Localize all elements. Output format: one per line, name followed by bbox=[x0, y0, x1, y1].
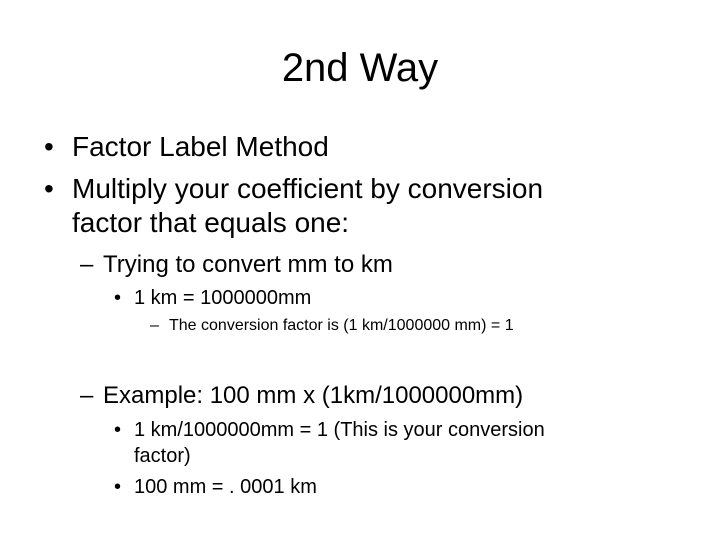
sub-sub-bullet-text: 1 km = 1000000mm bbox=[134, 287, 312, 309]
sub-bullet-text: Example: 100 mm x (1km/1000000mm) bbox=[103, 382, 524, 409]
bullet-factor-label-method bbox=[44, 131, 329, 163]
sub-sub-bullet-ratio-continued: factor) bbox=[134, 445, 191, 467]
bullet-text: Multiply your coefficient by conversion bbox=[72, 173, 544, 204]
sub-bullet-trying-to-convert bbox=[80, 251, 393, 279]
bullet-marker: • bbox=[114, 287, 122, 309]
sub-bullet-text: Trying to convert mm to km bbox=[103, 251, 393, 278]
sub-sub-bullet-text: 100 mm = . 0001 km bbox=[134, 476, 317, 498]
bullet-marker: • bbox=[44, 131, 54, 162]
sub-sub-bullet-km-equals bbox=[114, 286, 311, 310]
bullet-marker: • bbox=[114, 419, 122, 441]
bullet-multiply bbox=[44, 173, 543, 205]
bullet-multiply-continued: factor that equals one: bbox=[72, 207, 350, 238]
dash-marker: – bbox=[80, 251, 94, 278]
sub-sub-bullet-result bbox=[114, 475, 317, 499]
bullet-marker: • bbox=[44, 173, 54, 204]
sub-bullet-example bbox=[80, 382, 523, 410]
level4-conversion-factor bbox=[150, 316, 514, 336]
bullet-text: Factor Label Method bbox=[72, 131, 329, 162]
sub-sub-bullet-ratio bbox=[114, 418, 545, 442]
slide-title: 2nd Way bbox=[281, 46, 439, 90]
sub-sub-bullet-text: 1 km/1000000mm = 1 (This is your conversion bbox=[134, 419, 545, 441]
level4-text: The conversion factor is (1 km/1000000 mm) = 1 bbox=[169, 317, 514, 334]
dash-marker: – bbox=[150, 317, 159, 334]
dash-marker: – bbox=[80, 382, 94, 409]
bullet-marker: • bbox=[114, 476, 122, 498]
